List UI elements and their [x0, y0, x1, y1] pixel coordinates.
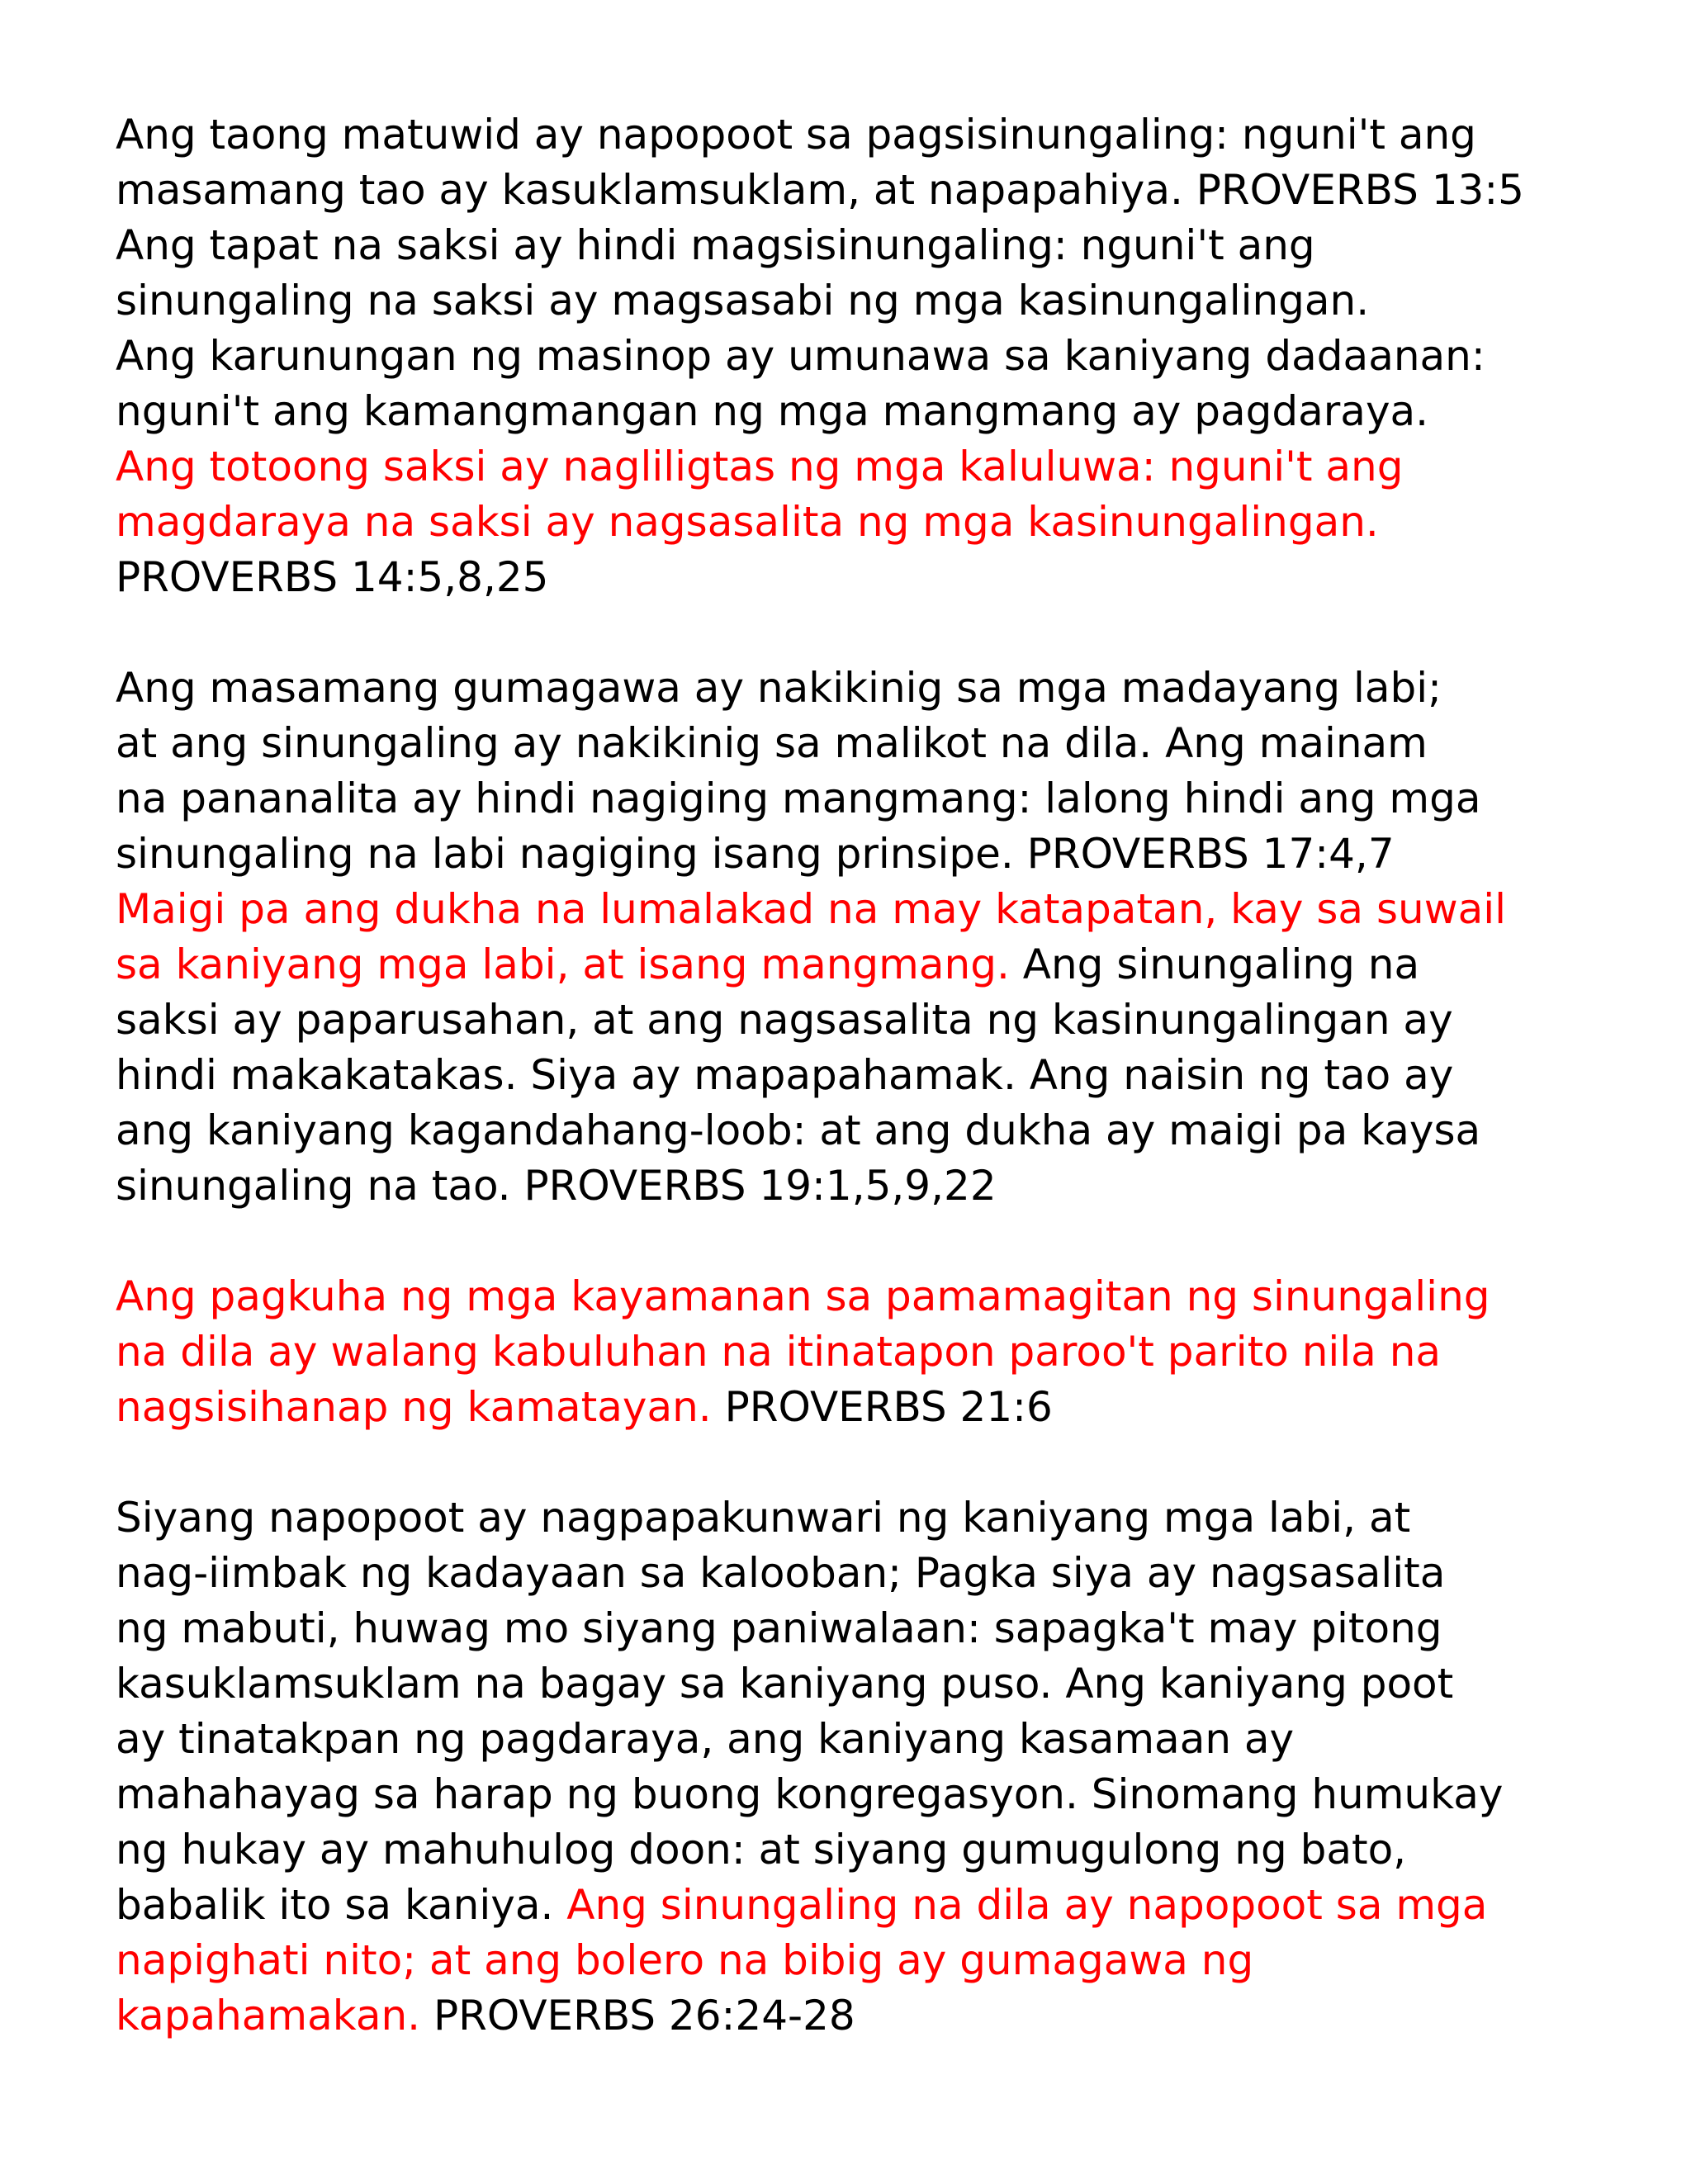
paragraph-gap [116, 1214, 1668, 1269]
verse-text: sinungaling na tao. PROVERBS 19:1,5,9,22 [116, 1162, 997, 1210]
text-line [116, 439, 1668, 495]
text-line [116, 993, 1668, 1048]
text-line [116, 1380, 1668, 1435]
verse-text: ng mabuti, huwag mo siyang paniwalaan: sapagka't may pitong [116, 1604, 1442, 1652]
text-line [116, 1767, 1668, 1822]
verse-text: ay tinatakpan ng pagdaraya, ang kaniyang kasamaan ay [116, 1715, 1295, 1763]
highlighted-verse-text: kapahamakan. [116, 1992, 421, 2040]
verse-text: babalik ito sa kaniya. [116, 1881, 554, 1929]
verse-text: Ang sinungaling na [1009, 940, 1420, 988]
verse-paragraph [116, 107, 1668, 605]
verse-text: Ang masamang gumagawa ay nakikinig sa mga madayang labi; [116, 664, 1442, 712]
text-line [116, 1269, 1668, 1324]
text-line [116, 1048, 1668, 1103]
verse-text: sinungaling na labi nagiging isang prinsipe. PROVERBS 17:4,7 [116, 830, 1395, 878]
text-line [116, 163, 1668, 218]
highlighted-verse-text: Ang pagkuha ng mga kayamanan sa pamamagitan ng sinungaling [116, 1272, 1490, 1320]
verse-text: Ang taong matuwid ay napopoot sa pagsisinungaling: nguni't ang [116, 111, 1476, 159]
text-line [116, 827, 1668, 882]
verse-text: Ang karunungan ng masinop ay umunawa sa kaniyang dadaanan: [116, 332, 1485, 380]
verse-text: ang kaniyang kagandahang-loob: at ang dukha ay maigi pa kaysa [116, 1106, 1481, 1154]
document-page [116, 107, 1668, 2044]
text-line [116, 1712, 1668, 1767]
text-line [116, 1158, 1668, 1214]
text-line [116, 1601, 1668, 1656]
verse-text: na pananalita ay hindi nagiging mangmang: lalong hindi ang mga [116, 775, 1481, 822]
text-line [116, 937, 1668, 993]
verse-text: nguni't ang kamangmangan ng mga mangmang ay pagdaraya. [116, 387, 1429, 435]
highlighted-verse-text: Maigi pa ang dukha na lumalakad na may katapatan, kay sa suwail [116, 885, 1507, 933]
text-line [116, 1988, 1668, 2044]
text-line [116, 273, 1668, 329]
text-line [116, 107, 1668, 163]
text-line [116, 1103, 1668, 1158]
highlighted-verse-text: sa kaniyang mga labi, at isang mangmang. [116, 940, 1010, 988]
verse-paragraph [116, 1269, 1668, 1435]
text-line [116, 1546, 1668, 1601]
highlighted-verse-text: magdaraya na saksi ay nagsasalita ng mga kasinungalingan. [116, 498, 1379, 546]
text-line [116, 550, 1668, 605]
paragraph-gap [116, 1435, 1668, 1490]
paragraph-gap [116, 605, 1668, 661]
text-line [116, 771, 1668, 827]
highlighted-verse-text: nagsisihanap ng kamatayan. [116, 1383, 712, 1431]
text-line [116, 1933, 1668, 1988]
highlighted-verse-text: na dila ay walang kabuluhan na itinatapon paroo't parito nila na [116, 1328, 1442, 1376]
text-line [116, 1656, 1668, 1712]
verse-text: saksi ay paparusahan, at ang nagsasalita ng kasinungalingan ay [116, 996, 1453, 1044]
text-line [116, 329, 1668, 384]
verse-paragraph [116, 661, 1668, 1214]
verse-text: at ang sinungaling ay nakikinig sa malikot na dila. Ang mainam [116, 719, 1428, 767]
verse-text: nag-iimbak ng kadayaan sa kalooban; Pagka siya ay nagsasalita [116, 1549, 1446, 1597]
verse-paragraph [116, 1490, 1668, 2044]
verse-text: kasuklamsuklam na bagay sa kaniyang puso. Ang kaniyang poot [116, 1660, 1454, 1708]
verse-text: PROVERBS 26:24-28 [420, 1992, 855, 2040]
text-line [116, 1490, 1668, 1546]
text-line [116, 384, 1668, 439]
text-line [116, 1878, 1668, 1933]
verse-text: mahahayag sa harap ng buong kongregasyon. Sinomang humukay [116, 1770, 1504, 1818]
verse-text: hindi makakatakas. Siya ay mapapahamak. Ang naisin ng tao ay [116, 1051, 1454, 1099]
verse-text: Ang tapat na saksi ay hindi magsisinungaling: nguni't ang [116, 221, 1315, 269]
verse-text: PROVERBS 21:6 [711, 1383, 1053, 1431]
verse-text: Siyang napopoot ay nagpapakunwari ng kaniyang mga labi, at [116, 1494, 1411, 1542]
highlighted-verse-text: Ang totoong saksi ay nagliligtas ng mga kaluluwa: nguni't ang [116, 443, 1404, 490]
verse-text: PROVERBS 14:5,8,25 [116, 553, 549, 601]
text-line [116, 716, 1668, 771]
text-line [116, 495, 1668, 550]
verse-text: ng hukay ay mahuhulog doon: at siyang gumugulong ng bato, [116, 1826, 1407, 1874]
verse-text: sinungaling na saksi ay magsasabi ng mga kasinungalingan. [116, 277, 1370, 325]
text-line [116, 1822, 1668, 1878]
text-line [116, 218, 1668, 273]
text-line [116, 882, 1668, 937]
text-line [116, 1324, 1668, 1380]
highlighted-verse-text: Ang sinungaling na dila ay napopoot sa mga [553, 1881, 1488, 1929]
text-line [116, 661, 1668, 716]
verse-text: masamang tao ay kasuklamsuklam, at napapahiya. PROVERBS 13:5 [116, 166, 1524, 214]
highlighted-verse-text: napighati nito; at ang bolero na bibig ay gumagawa ng [116, 1936, 1254, 1984]
